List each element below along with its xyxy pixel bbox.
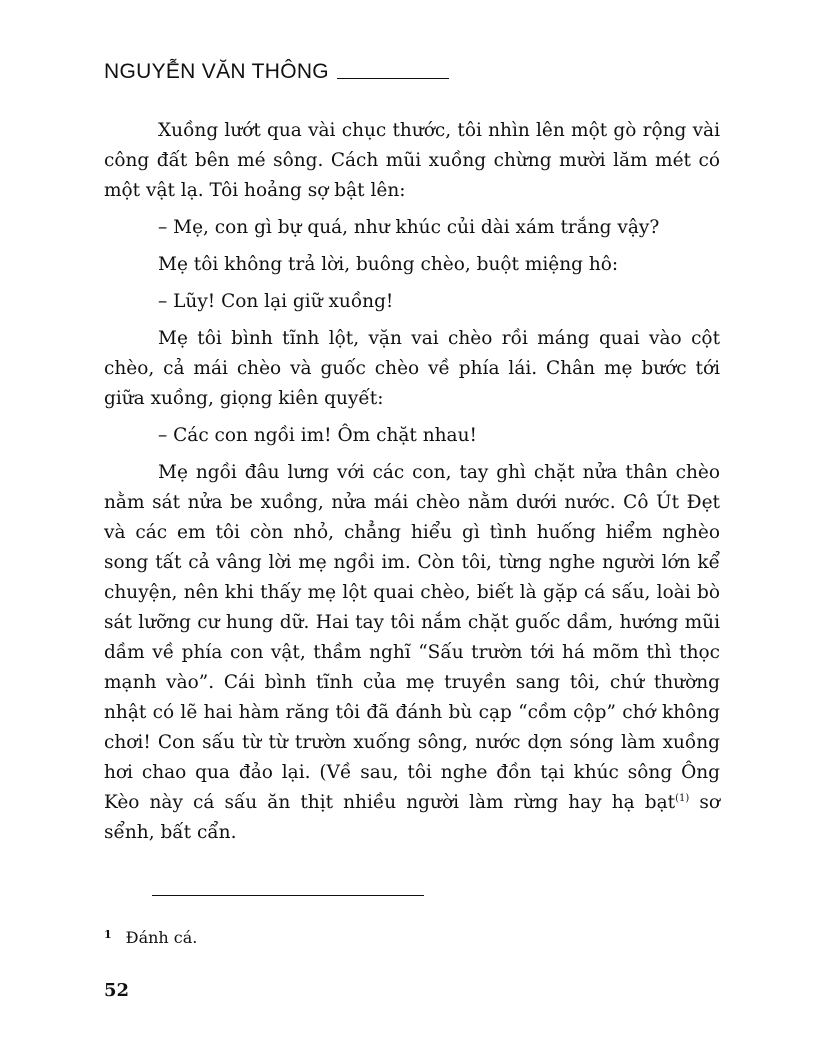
page-number: 52	[104, 980, 130, 1001]
author-name: NGUYỄN VĂN THÔNG	[104, 60, 329, 83]
footnote-reference: (1)	[675, 792, 690, 804]
dialogue-line-2: Mẹ tôi không trả lời, buông chèo, buột miệng hô:	[158, 254, 619, 275]
dialogue-line-4: – Các con ngồi im! Ôm chặt nhau!	[158, 425, 477, 446]
paragraph-3	[104, 458, 720, 848]
paragraph-2: Mẹ tôi bình tĩnh lột, vặn vai chèo rồi máng quai vào cột chèo, cả mái chèo và guốc chèo về phía lái. Chân mẹ bước tới giữa xuồng, giọng kiên quyết:	[104, 328, 720, 409]
running-header	[104, 60, 449, 84]
header-rule	[337, 78, 449, 79]
dialogue-line-1: – Mẹ, con gì bự quá, như khúc củi dài xám trắng vậy?	[158, 217, 660, 238]
body-text	[104, 116, 720, 848]
paragraph-3-text: Mẹ ngồi đâu lưng với các con, tay ghì chặt nửa thân chèo nằm sát nửa be xuồng, nửa mái chèo nằm dưới nước. Cô Út Đẹt và các em tôi còn nhỏ, chẳng hiểu gì tình huống hiểm nghèo song tất cả vâng lời mẹ ngồi im. Còn tôi, từng nghe người lớn kể chuyện, nên khi thấy mẹ lột quai chèo, biết là gặp cá sấu, loài bò sát lưỡng cư hung dữ. Hai tay tôi nắm chặt guốc dầm, hướng mũi dầm về phía con vật, thầm nghĩ “Sấu trườn tới há mõm thì thọc mạnh vào”. Cái bình tĩnh của mẹ truyền sang tôi, chứ thường nhật có lẽ hai hàm răng tôi đã đánh bù cạp “cồm cộp” chớ không chơi! Con sấu từ từ trườn xuống sông, nước dợn sóng làm xuồng hơi chao qua đảo lại. (Về sau, tôi nghe đồn tại khúc sông Ông Kèo này cá sấu ăn thịt nhiều người làm rừng hay hạ bạt	[104, 462, 720, 813]
footnote	[104, 928, 197, 947]
footnote-number: 1	[104, 928, 112, 941]
dialogue-line-3: – Lũy! Con lại giữ xuồng!	[158, 291, 394, 312]
paragraph-1: Xuồng lướt qua vài chục thước, tôi nhìn lên một gò rộng vài công đất bên mé sông. Cách mũi xuồng chừng mười lăm mét có một vật lạ. Tôi hoảng sợ bật lên:	[104, 120, 720, 201]
footnote-separator	[152, 895, 424, 896]
footnote-text: Đánh cá.	[125, 928, 198, 947]
paragraph-3-end: sơ sểnh, bất cẩn.	[104, 792, 721, 843]
